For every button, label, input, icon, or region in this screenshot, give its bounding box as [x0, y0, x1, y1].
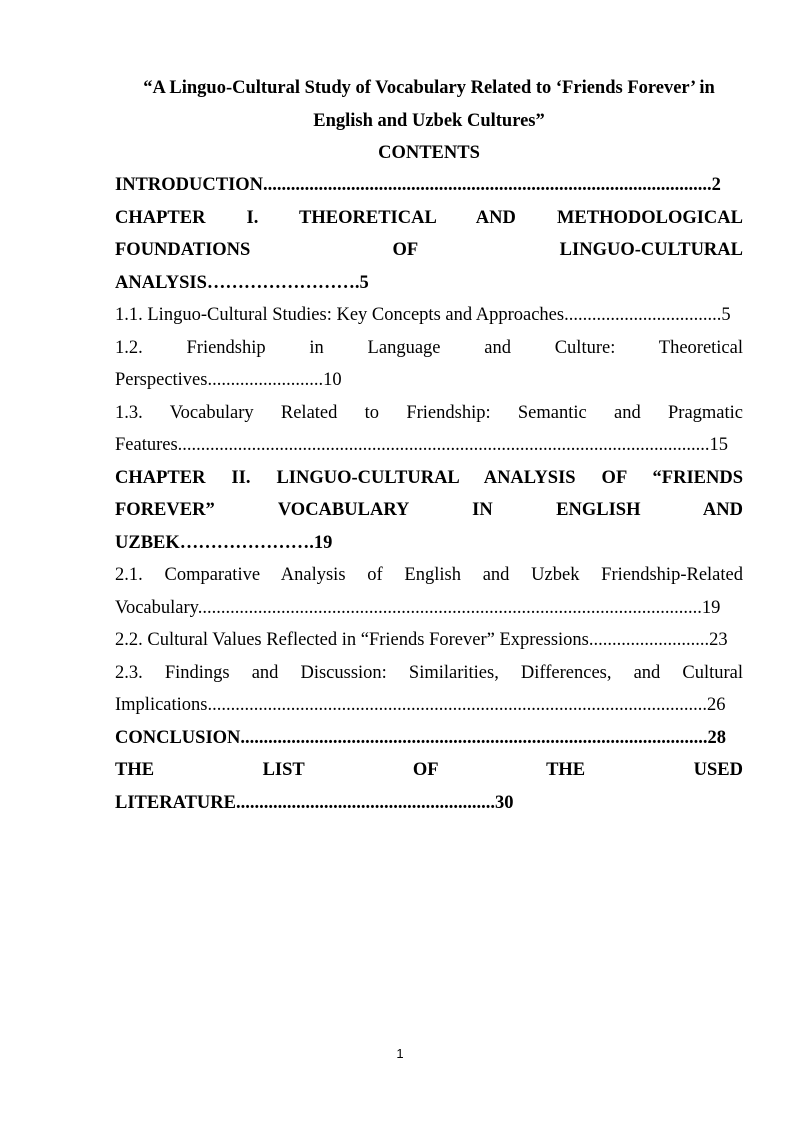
title-line-2: English and Uzbek Cultures” — [313, 110, 545, 131]
toc-line: 1.1. Linguo-Cultural Studies: Key Concepts and Approaches..................................5 — [115, 305, 731, 325]
toc-line: ANALYSIS…………………….5 — [115, 272, 369, 293]
title-line-1: “A Linguo-Cultural Study of Vocabulary Related to ‘Friends Forever’ in — [143, 78, 715, 98]
toc-line: UZBEK………………….19 — [115, 532, 333, 553]
toc-line: CHAPTER I. THEORETICAL AND METHODOLOGICAL — [115, 207, 743, 228]
toc-line: INTRODUCTION.................................................................................................2 — [115, 175, 721, 195]
toc-line: 1.3. Vocabulary Related to Friendship: Semantic and Pragmatic — [115, 402, 743, 423]
toc-line: 2.3. Findings and Discussion: Similarities, Differences, and Cultural — [115, 662, 743, 683]
document-title — [115, 72, 743, 137]
toc-line: FOREVER” VOCABULARY IN ENGLISH AND — [115, 500, 743, 520]
contents-heading: CONTENTS — [378, 143, 480, 163]
toc-line: Vocabulary.............................................................................................................19 — [115, 597, 721, 618]
toc-line: CONCLUSION.....................................................................................................28 — [115, 727, 727, 748]
toc-line: 1.2. Friendship in Language and Culture: Theoretical — [115, 337, 743, 358]
toc-line: 2.2. Cultural Values Reflected in “Friends Forever” Expressions..........................23 — [115, 630, 728, 650]
table-of-contents — [115, 169, 743, 819]
toc-line: LITERATURE........................................................30 — [115, 792, 514, 813]
toc-line: CHAPTER II. LINGUO-CULTURAL ANALYSIS OF “FRIENDS — [115, 467, 743, 488]
toc-line: FOUNDATIONS OF LINGUO-CULTURAL — [115, 240, 743, 260]
toc-line: 2.1. Comparative Analysis of English and Uzbek Friendship-Related — [115, 565, 743, 585]
toc-line: THE LIST OF THE USED — [115, 760, 743, 780]
toc-line: Implications............................................................................................................26 — [115, 695, 726, 715]
page-number: 1 — [396, 1046, 404, 1061]
toc-line: Features...................................................................................................................15 — [115, 435, 729, 455]
toc-line: Perspectives.........................10 — [115, 370, 342, 390]
